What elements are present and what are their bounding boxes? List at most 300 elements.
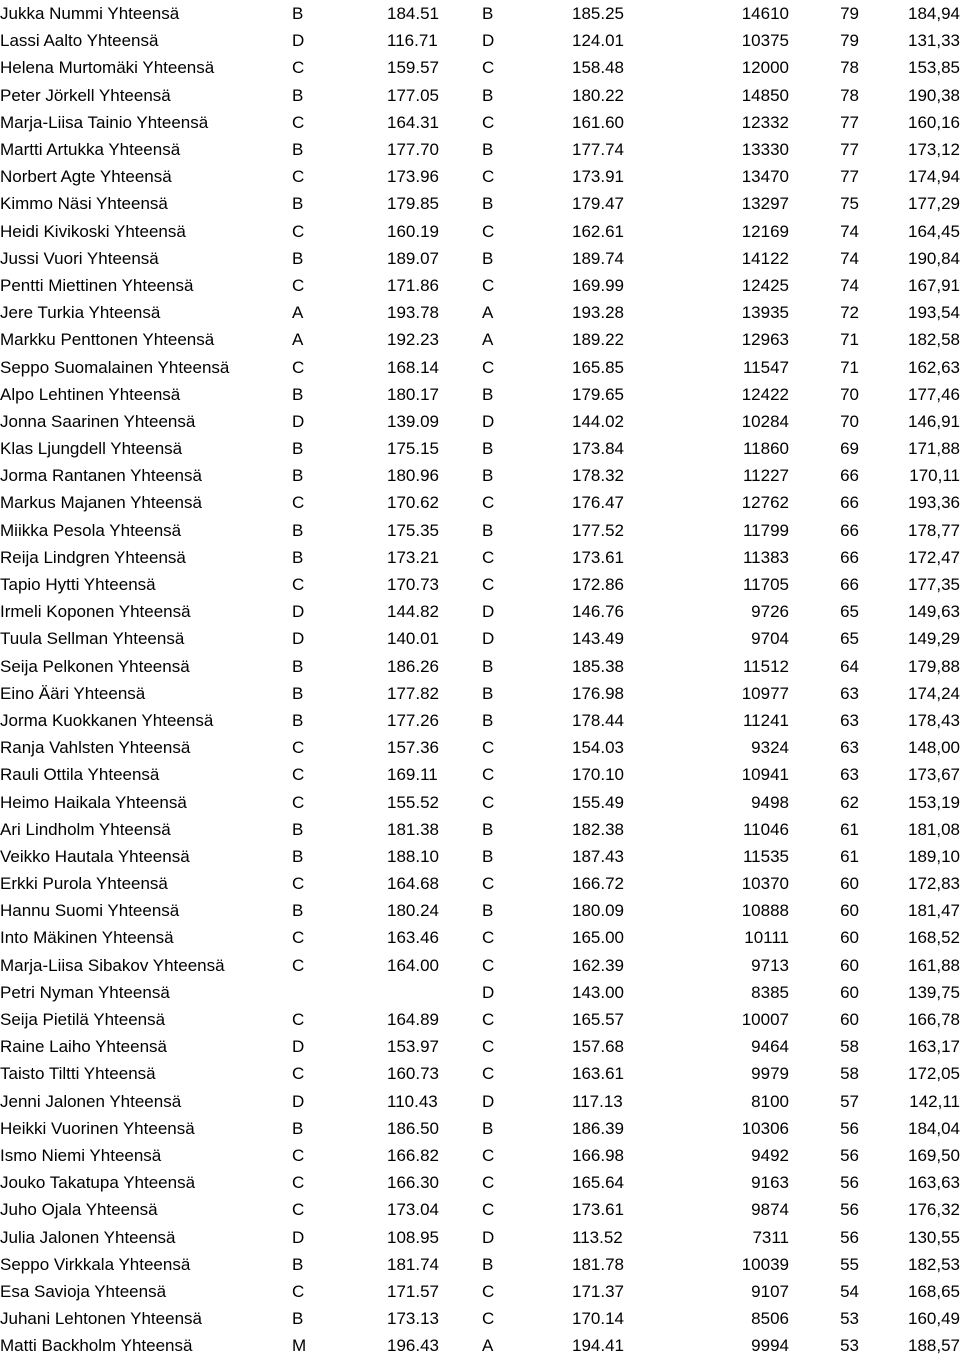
average-cell: 142,11 bbox=[909, 1091, 960, 1111]
player-name-cell: Erkki Purola Yhteensä bbox=[0, 874, 168, 894]
value-2-cell: 194.41 bbox=[572, 1336, 624, 1356]
class-1-cell: C bbox=[292, 493, 305, 513]
value-2-cell: 173.61 bbox=[572, 1200, 624, 1220]
table-row bbox=[0, 272, 960, 299]
points-cell: 14122 bbox=[741, 248, 789, 268]
class-1-cell: B bbox=[292, 384, 304, 404]
class-1-cell: B bbox=[292, 710, 304, 730]
table-row bbox=[0, 870, 960, 897]
table-row bbox=[0, 109, 960, 136]
class-2-cell: B bbox=[482, 819, 494, 839]
class-2-cell: C bbox=[482, 955, 495, 975]
class-1-cell: B bbox=[292, 85, 304, 105]
class-1-cell: B bbox=[292, 520, 304, 540]
points-cell: 8385 bbox=[751, 982, 789, 1002]
player-name-cell: Ari Lindholm Yhteensä bbox=[0, 819, 171, 839]
points-cell: 11547 bbox=[742, 357, 789, 377]
average-cell: 182,53 bbox=[908, 1254, 960, 1274]
table-row bbox=[0, 1196, 960, 1223]
class-2-cell: B bbox=[482, 1118, 494, 1138]
rank-cell: 77 bbox=[840, 112, 859, 132]
rank-cell: 74 bbox=[840, 248, 859, 268]
class-2-cell: C bbox=[482, 928, 495, 948]
class-2-cell: C bbox=[482, 1200, 495, 1220]
rank-cell: 63 bbox=[840, 683, 859, 703]
player-name-cell: Julia Jalonen Yhteensä bbox=[0, 1227, 176, 1247]
points-cell: 12422 bbox=[741, 384, 789, 404]
points-cell: 11241 bbox=[742, 710, 789, 730]
class-1-cell: B bbox=[292, 846, 304, 866]
value-2-cell: 172.86 bbox=[572, 575, 624, 595]
player-name-cell: Jorma Kuokkanen Yhteensä bbox=[0, 710, 214, 730]
points-cell: 10977 bbox=[741, 683, 789, 703]
class-2-cell: A bbox=[482, 330, 494, 350]
player-name-cell: Heikki Vuorinen Yhteensä bbox=[0, 1118, 195, 1138]
points-cell: 9498 bbox=[751, 792, 789, 812]
average-cell: 174,24 bbox=[908, 683, 960, 703]
value-1-cell: 186.50 bbox=[387, 1118, 439, 1138]
table-row bbox=[0, 816, 960, 843]
points-cell: 9492 bbox=[751, 1145, 789, 1165]
value-1-cell: 168.14 bbox=[387, 357, 439, 377]
class-2-cell: B bbox=[482, 466, 494, 486]
class-1-cell: C bbox=[292, 928, 305, 948]
class-1-cell: D bbox=[292, 602, 305, 622]
rank-cell: 56 bbox=[840, 1200, 859, 1220]
table-row bbox=[0, 1169, 960, 1196]
class-1-cell bbox=[292, 979, 387, 1006]
value-2-cell: 179.65 bbox=[572, 384, 624, 404]
rank-cell: 57 bbox=[840, 1091, 859, 1111]
player-name-cell: Into Mäkinen Yhteensä bbox=[0, 928, 174, 948]
average-cell: 130,55 bbox=[908, 1227, 960, 1247]
points-cell: 10941 bbox=[741, 765, 789, 785]
class-2-cell: B bbox=[482, 520, 494, 540]
rank-cell: 62 bbox=[840, 792, 859, 812]
class-1-cell: B bbox=[292, 819, 304, 839]
class-2-cell: C bbox=[482, 221, 495, 241]
value-2-cell: 185.38 bbox=[572, 656, 624, 676]
points-cell: 10888 bbox=[741, 901, 789, 921]
player-name-cell: Rauli Ottila Yhteensä bbox=[0, 765, 160, 785]
rank-cell: 66 bbox=[840, 493, 859, 513]
class-2-cell: C bbox=[482, 112, 495, 132]
points-cell: 11705 bbox=[742, 575, 789, 595]
table-row bbox=[0, 1006, 960, 1033]
points-cell: 10306 bbox=[741, 1118, 789, 1138]
average-cell: 160,16 bbox=[908, 112, 960, 132]
class-2-cell: D bbox=[482, 629, 495, 649]
value-2-cell: 165.57 bbox=[572, 1010, 624, 1030]
table-row bbox=[0, 979, 960, 1006]
rank-cell: 79 bbox=[840, 31, 859, 51]
points-cell: 9994 bbox=[751, 1336, 789, 1356]
points-cell: 10370 bbox=[741, 874, 789, 894]
value-1-cell: 170.73 bbox=[387, 575, 439, 595]
average-cell: 184,94 bbox=[908, 4, 960, 24]
value-2-cell: 180.09 bbox=[572, 901, 624, 921]
value-2-cell: 193.28 bbox=[572, 303, 624, 323]
rank-cell: 65 bbox=[840, 629, 859, 649]
points-cell: 8506 bbox=[751, 1309, 789, 1329]
player-name-cell: Irmeli Koponen Yhteensä bbox=[0, 602, 191, 622]
value-2-cell: 165.85 bbox=[572, 357, 624, 377]
value-1-cell: 193.78 bbox=[387, 303, 439, 323]
class-1-cell: C bbox=[292, 575, 305, 595]
table-row bbox=[0, 653, 960, 680]
rank-cell: 66 bbox=[840, 547, 859, 567]
class-2-cell: C bbox=[482, 357, 495, 377]
value-1-cell: 173.04 bbox=[387, 1200, 439, 1220]
table-row bbox=[0, 517, 960, 544]
average-cell: 190,84 bbox=[908, 248, 960, 268]
value-1-cell: 140.01 bbox=[387, 629, 439, 649]
value-1-cell: 173.96 bbox=[387, 167, 439, 187]
player-name-cell: Marja-Liisa Tainio Yhteensä bbox=[0, 112, 209, 132]
points-cell: 13297 bbox=[741, 194, 789, 214]
value-1-cell: 173.13 bbox=[387, 1309, 439, 1329]
average-cell: 166,78 bbox=[908, 1010, 960, 1030]
table-row bbox=[0, 897, 960, 924]
value-2-cell: 166.98 bbox=[572, 1145, 624, 1165]
rank-cell: 60 bbox=[840, 874, 859, 894]
value-1-cell: 180.96 bbox=[387, 466, 439, 486]
rank-cell: 63 bbox=[840, 738, 859, 758]
value-2-cell: 180.22 bbox=[572, 85, 624, 105]
table-row bbox=[0, 326, 960, 353]
table-row bbox=[0, 1060, 960, 1087]
points-cell: 12425 bbox=[741, 275, 789, 295]
player-name-cell: Jouko Takatupa Yhteensä bbox=[0, 1173, 196, 1193]
class-1-cell: C bbox=[292, 1010, 305, 1030]
average-cell: 178,43 bbox=[908, 710, 960, 730]
value-2-cell: 186.39 bbox=[572, 1118, 624, 1138]
points-cell: 11860 bbox=[742, 439, 789, 459]
value-2-cell: 155.49 bbox=[572, 792, 624, 812]
value-2-cell: 162.61 bbox=[572, 221, 624, 241]
player-name-cell: Tuula Sellman Yhteensä bbox=[0, 629, 185, 649]
rank-cell: 66 bbox=[840, 466, 859, 486]
value-1-cell: 171.57 bbox=[387, 1281, 439, 1301]
value-1-cell: 179.85 bbox=[387, 194, 439, 214]
class-1-cell: M bbox=[292, 1336, 307, 1356]
value-1-cell: 160.73 bbox=[387, 1064, 439, 1084]
class-1-cell: C bbox=[292, 1064, 305, 1084]
value-1-cell bbox=[387, 979, 482, 1006]
points-cell: 9464 bbox=[751, 1037, 789, 1057]
rank-cell: 53 bbox=[840, 1309, 859, 1329]
rank-cell: 71 bbox=[840, 330, 859, 350]
table-row bbox=[0, 1142, 960, 1169]
class-2-cell: B bbox=[482, 4, 494, 24]
class-1-cell: B bbox=[292, 656, 304, 676]
player-name-cell: Juhani Lehtonen Yhteensä bbox=[0, 1309, 202, 1329]
class-1-cell: D bbox=[292, 1227, 305, 1247]
points-cell: 8100 bbox=[751, 1091, 789, 1111]
average-cell: 169,50 bbox=[908, 1145, 960, 1165]
class-1-cell: B bbox=[292, 1254, 304, 1274]
class-1-cell: B bbox=[292, 547, 304, 567]
class-2-cell: C bbox=[482, 874, 495, 894]
value-1-cell: 189.07 bbox=[387, 248, 439, 268]
table-row bbox=[0, 1223, 960, 1250]
class-2-cell: C bbox=[482, 167, 495, 187]
average-cell: 164,45 bbox=[908, 221, 960, 241]
table-row bbox=[0, 0, 960, 27]
class-1-cell: B bbox=[292, 194, 304, 214]
points-cell: 11799 bbox=[742, 520, 789, 540]
value-1-cell: 116.71 bbox=[387, 31, 438, 51]
points-cell: 10007 bbox=[741, 1010, 789, 1030]
average-cell: 162,63 bbox=[908, 357, 960, 377]
class-1-cell: A bbox=[292, 303, 304, 323]
class-2-cell: C bbox=[482, 1064, 495, 1084]
rank-cell: 63 bbox=[840, 765, 859, 785]
average-cell: 188,57 bbox=[908, 1336, 960, 1356]
value-2-cell: 158.48 bbox=[572, 58, 624, 78]
value-2-cell: 173.91 bbox=[572, 167, 624, 187]
points-cell: 9163 bbox=[751, 1173, 789, 1193]
average-cell: 168,52 bbox=[908, 928, 960, 948]
average-cell: 149,63 bbox=[908, 602, 960, 622]
average-cell: 176,32 bbox=[908, 1200, 960, 1220]
value-1-cell: 196.43 bbox=[387, 1336, 439, 1356]
player-name-cell: Martti Artukka Yhteensä bbox=[0, 140, 181, 160]
player-name-cell: Petri Nyman Yhteensä bbox=[0, 982, 170, 1002]
table-row bbox=[0, 381, 960, 408]
class-2-cell: D bbox=[482, 31, 495, 51]
table-row bbox=[0, 843, 960, 870]
table-row bbox=[0, 1088, 960, 1115]
points-cell: 13470 bbox=[741, 167, 789, 187]
class-2-cell: C bbox=[482, 1010, 495, 1030]
class-2-cell: C bbox=[482, 547, 495, 567]
value-2-cell: 169.99 bbox=[572, 275, 624, 295]
value-2-cell: 178.44 bbox=[572, 710, 624, 730]
average-cell: 172,83 bbox=[908, 874, 960, 894]
value-1-cell: 164.68 bbox=[387, 874, 439, 894]
player-name-cell: Miikka Pesola Yhteensä bbox=[0, 520, 182, 540]
player-name-cell: Klas Ljungdell Yhteensä bbox=[0, 439, 183, 459]
average-cell: 146,91 bbox=[908, 411, 960, 431]
average-cell: 174,94 bbox=[908, 167, 960, 187]
player-name-cell: Alpo Lehtinen Yhteensä bbox=[0, 384, 181, 404]
value-2-cell: 166.72 bbox=[572, 874, 624, 894]
average-cell: 168,65 bbox=[908, 1281, 960, 1301]
class-1-cell: B bbox=[292, 901, 304, 921]
value-2-cell: 176.98 bbox=[572, 683, 624, 703]
rank-cell: 53 bbox=[840, 1336, 859, 1356]
class-2-cell: A bbox=[482, 303, 494, 323]
value-1-cell: 175.35 bbox=[387, 520, 439, 540]
value-2-cell: 161.60 bbox=[572, 112, 624, 132]
player-name-cell: Helena Murtomäki Yhteensä bbox=[0, 58, 215, 78]
points-cell: 9713 bbox=[751, 955, 789, 975]
class-2-cell: D bbox=[482, 1091, 495, 1111]
class-1-cell: C bbox=[292, 1281, 305, 1301]
points-cell: 10375 bbox=[741, 31, 789, 51]
table-row bbox=[0, 952, 960, 979]
points-cell: 10111 bbox=[744, 928, 789, 948]
table-row bbox=[0, 408, 960, 435]
value-2-cell: 163.61 bbox=[572, 1064, 624, 1084]
player-name-cell: Norbert Agte Yhteensä bbox=[0, 167, 172, 187]
class-1-cell: D bbox=[292, 31, 305, 51]
class-2-cell: B bbox=[482, 901, 494, 921]
value-1-cell: 144.82 bbox=[387, 602, 439, 622]
value-1-cell: 175.15 bbox=[387, 439, 439, 459]
class-1-cell: C bbox=[292, 58, 305, 78]
class-2-cell: C bbox=[482, 493, 495, 513]
average-cell: 177,35 bbox=[908, 575, 960, 595]
value-2-cell: 170.10 bbox=[572, 765, 624, 785]
value-2-cell: 113.52 bbox=[572, 1227, 623, 1247]
table-row bbox=[0, 734, 960, 761]
player-name-cell: Heimo Haikala Yhteensä bbox=[0, 792, 187, 812]
class-1-cell: C bbox=[292, 1200, 305, 1220]
average-cell: 189,10 bbox=[908, 846, 960, 866]
value-1-cell: 186.26 bbox=[387, 656, 439, 676]
value-1-cell: 164.89 bbox=[387, 1010, 439, 1030]
class-1-cell: D bbox=[292, 1091, 305, 1111]
average-cell: 179,88 bbox=[908, 656, 960, 676]
points-cell: 11535 bbox=[742, 846, 789, 866]
class-1-cell: B bbox=[292, 439, 304, 459]
class-1-cell: C bbox=[292, 112, 305, 132]
rank-cell: 79 bbox=[840, 4, 859, 24]
rank-cell: 70 bbox=[840, 411, 859, 431]
value-1-cell: 166.30 bbox=[387, 1173, 439, 1193]
average-cell: 172,05 bbox=[908, 1064, 960, 1084]
table-row bbox=[0, 924, 960, 951]
table-row bbox=[0, 680, 960, 707]
class-2-cell: C bbox=[482, 792, 495, 812]
player-name-cell: Jonna Saarinen Yhteensä bbox=[0, 411, 196, 431]
points-cell: 12169 bbox=[741, 221, 789, 241]
class-2-cell: C bbox=[482, 1281, 495, 1301]
class-2-cell: C bbox=[482, 1037, 495, 1057]
rank-cell: 77 bbox=[840, 167, 859, 187]
value-2-cell: 170.14 bbox=[572, 1309, 624, 1329]
class-2-cell: D bbox=[482, 602, 495, 622]
rank-cell: 69 bbox=[840, 439, 859, 459]
average-cell: 139,75 bbox=[908, 982, 960, 1002]
rank-cell: 60 bbox=[840, 955, 859, 975]
value-2-cell: 165.64 bbox=[572, 1173, 624, 1193]
table-row bbox=[0, 1278, 960, 1305]
points-cell: 11383 bbox=[742, 547, 789, 567]
points-cell: 12332 bbox=[741, 112, 789, 132]
value-1-cell: 163.46 bbox=[387, 928, 439, 948]
points-cell: 13935 bbox=[741, 303, 789, 323]
rank-cell: 74 bbox=[840, 221, 859, 241]
class-1-cell: D bbox=[292, 411, 305, 431]
table-row bbox=[0, 707, 960, 734]
class-2-cell: D bbox=[482, 1227, 495, 1247]
table-row bbox=[0, 353, 960, 380]
table-row bbox=[0, 1115, 960, 1142]
value-1-cell: 153.97 bbox=[387, 1037, 439, 1057]
rank-cell: 61 bbox=[840, 819, 859, 839]
value-1-cell: 157.36 bbox=[387, 738, 439, 758]
value-1-cell: 139.09 bbox=[387, 411, 439, 431]
class-1-cell: C bbox=[292, 1145, 305, 1165]
points-cell: 9107 bbox=[751, 1281, 789, 1301]
class-1-cell: B bbox=[292, 248, 304, 268]
value-1-cell: 177.70 bbox=[387, 140, 439, 160]
class-2-cell: B bbox=[482, 1254, 494, 1274]
class-2-cell: B bbox=[482, 439, 494, 459]
value-2-cell: 173.61 bbox=[572, 547, 624, 567]
value-2-cell: 143.49 bbox=[572, 629, 624, 649]
player-name-cell: Hannu Suomi Yhteensä bbox=[0, 901, 180, 921]
player-name-cell: Veikko Hautala Yhteensä bbox=[0, 846, 190, 866]
points-cell: 9324 bbox=[751, 738, 789, 758]
points-cell: 9726 bbox=[751, 602, 789, 622]
class-2-cell: B bbox=[482, 140, 494, 160]
rank-cell: 66 bbox=[840, 575, 859, 595]
value-2-cell: 162.39 bbox=[572, 955, 624, 975]
average-cell: 182,58 bbox=[908, 330, 960, 350]
value-1-cell: 181.38 bbox=[387, 819, 439, 839]
value-2-cell: 124.01 bbox=[572, 31, 624, 51]
value-2-cell: 189.74 bbox=[572, 248, 624, 268]
average-cell: 184,04 bbox=[908, 1118, 960, 1138]
average-cell: 170,11 bbox=[909, 466, 960, 486]
value-1-cell: 160.19 bbox=[387, 221, 439, 241]
value-1-cell: 177.82 bbox=[387, 683, 439, 703]
player-name-cell: Juho Ojala Yhteensä bbox=[0, 1200, 158, 1220]
value-1-cell: 170.62 bbox=[387, 493, 439, 513]
rank-cell: 63 bbox=[840, 710, 859, 730]
value-1-cell: 184.51 bbox=[387, 4, 439, 24]
player-name-cell: Matti Backholm Yhteensä bbox=[0, 1336, 193, 1356]
player-name-cell: Seija Pelkonen Yhteensä bbox=[0, 656, 190, 676]
value-1-cell: 159.57 bbox=[387, 58, 439, 78]
table-row bbox=[0, 245, 960, 272]
value-1-cell: 166.82 bbox=[387, 1145, 439, 1165]
class-1-cell: C bbox=[292, 738, 305, 758]
points-cell: 10039 bbox=[741, 1254, 789, 1274]
player-name-cell: Lassi Aalto Yhteensä bbox=[0, 31, 159, 51]
table-row bbox=[0, 190, 960, 217]
value-2-cell: 181.78 bbox=[572, 1254, 624, 1274]
class-2-cell: B bbox=[482, 710, 494, 730]
points-cell: 12000 bbox=[741, 58, 789, 78]
class-1-cell: C bbox=[292, 1173, 305, 1193]
class-2-cell: C bbox=[482, 1145, 495, 1165]
table-row bbox=[0, 1033, 960, 1060]
table-row bbox=[0, 1332, 960, 1359]
average-cell: 173,12 bbox=[908, 140, 960, 160]
player-name-cell: Esa Savioja Yhteensä bbox=[0, 1281, 167, 1301]
table-row bbox=[0, 1305, 960, 1332]
class-1-cell: B bbox=[292, 466, 304, 486]
average-cell: 131,33 bbox=[908, 31, 960, 51]
points-cell: 14850 bbox=[741, 85, 789, 105]
class-1-cell: B bbox=[292, 683, 304, 703]
points-cell: 9979 bbox=[751, 1064, 789, 1084]
class-2-cell: B bbox=[482, 248, 494, 268]
value-2-cell: 143.00 bbox=[572, 982, 624, 1002]
class-2-cell: B bbox=[482, 85, 494, 105]
player-name-cell: Heidi Kivikoski Yhteensä bbox=[0, 221, 186, 241]
class-2-cell: B bbox=[482, 656, 494, 676]
average-cell: 177,46 bbox=[908, 384, 960, 404]
class-2-cell: B bbox=[482, 846, 494, 866]
class-2-cell: B bbox=[482, 683, 494, 703]
class-1-cell: B bbox=[292, 1118, 304, 1138]
